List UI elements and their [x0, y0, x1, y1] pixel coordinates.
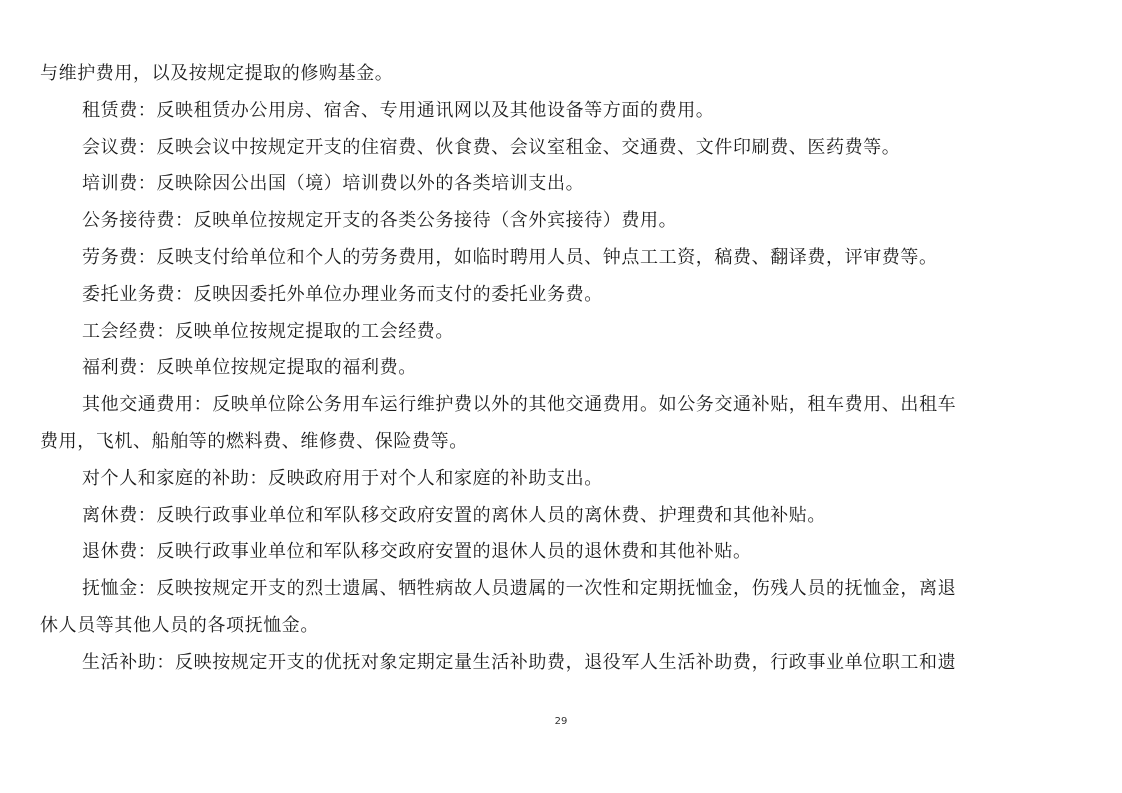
paragraph-pension-compensation-cont: 休人员等其他人员的各项抚恤金。: [40, 614, 319, 636]
paragraph-retirement-pension-tuixiu: 退休费：反映行政事业单位和军队移交政府安置的退休人员的退休费和其他补贴。: [82, 541, 752, 563]
paragraph-union-fund: 工会经费：反映单位按规定提取的工会经费。: [82, 320, 454, 342]
paragraph-official-reception-fee: 公务接待费：反映单位按规定开支的各类公务接待（含外宾接待）费用。: [82, 210, 678, 232]
text-line-continuation: 与维护费用，以及按规定提取的修购基金。: [40, 63, 394, 84]
paragraph-meeting-fee: 会议费：反映会议中按规定开支的住宿费、伙食费、会议室租金、交通费、文件印刷费、医药费等。: [82, 136, 901, 158]
paragraph-commissioned-business-fee: 委托业务费：反映因委托外单位办理业务而支付的委托业务费。: [82, 283, 603, 305]
paragraph-living-allowance: 生活补助：反映按规定开支的优抚对象定期定量生活补助费，退役军人生活补助费，行政事业单位职工和遗: [82, 651, 957, 673]
paragraph-subsidy-individuals-families: 对个人和家庭的补助：反映政府用于对个人和家庭的补助支出。: [82, 467, 603, 489]
paragraph-labor-fee: 劳务费：反映支付给单位和个人的劳务费用，如临时聘用人员、钟点工工资，稿费、翻译费，评审费等。: [82, 246, 938, 268]
paragraph-retirement-pension-lixiu: 离休费：反映行政事业单位和军队移交政府安置的离休人员的离休费、护理费和其他补贴。: [82, 504, 826, 526]
body-text: [40, 56, 1074, 682]
paragraph-other-transport-fee-cont: 费用，飞机、船舶等的燃料费、维修费、保险费等。: [40, 430, 468, 452]
paragraph-welfare-fee: 福利费：反映单位按规定提取的福利费。: [82, 357, 417, 379]
page-number: 29: [554, 716, 568, 727]
paragraph-training-fee: 培训费：反映除因公出国（境）培训费以外的各类培训支出。: [82, 173, 585, 195]
paragraph-rental-fee: 租赁费：反映租赁办公用房、宿舍、专用通讯网以及其他设备等方面的费用。: [82, 99, 715, 121]
paragraph-other-transport-fee: 其他交通费用：反映单位除公务用车运行维护费以外的其他交通费用。如公务交通补贴，租车费用、出租车: [82, 394, 957, 416]
paragraph-pension-compensation: 抚恤金：反映按规定开支的烈士遗属、牺牲病故人员遗属的一次性和定期抚恤金，伤残人员的抚恤金，离退: [82, 578, 957, 600]
